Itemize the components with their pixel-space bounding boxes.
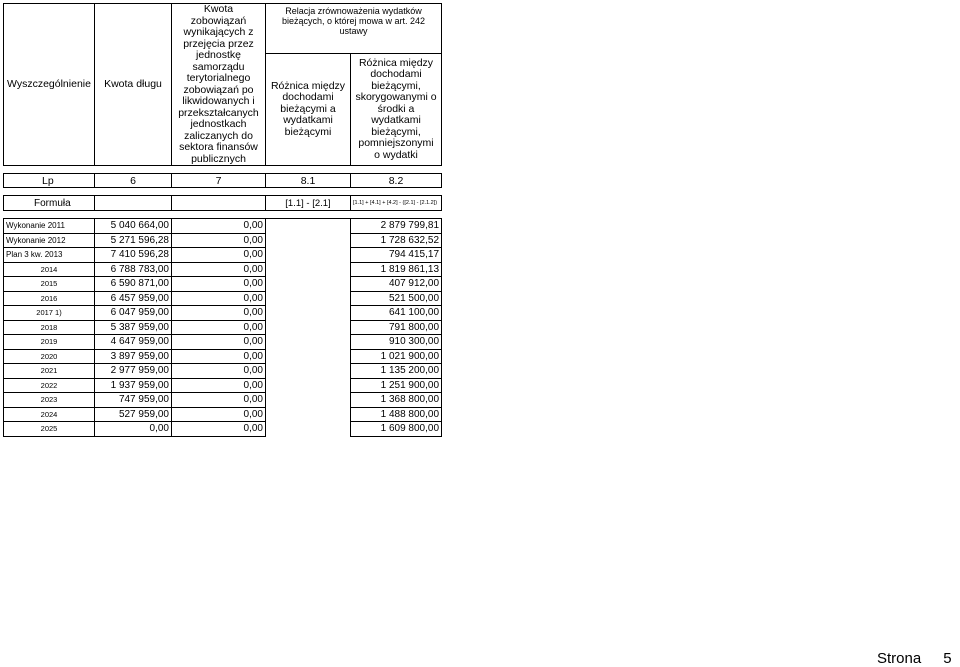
cell-debt: 527 959,00	[95, 407, 172, 422]
cell-debt: 5 271 596,28	[95, 233, 172, 248]
cell-debt: 747 959,00	[95, 393, 172, 408]
table-row	[4, 219, 442, 234]
cell-debt: 3 897 959,00	[95, 349, 172, 364]
cell-diff-current	[266, 277, 351, 292]
header-diff-current: Różnica między dochodami bieżącymi a wydatkami bieżącymi	[266, 54, 351, 166]
gap-row	[4, 211, 442, 219]
table-row	[4, 320, 442, 335]
row-label: 2025	[4, 422, 95, 437]
cell-diff-current	[266, 219, 351, 234]
cell-diff-adjusted: 1 251 900,00	[351, 378, 442, 393]
row-label: Wykonanie 2012	[4, 233, 95, 248]
cell-obligations: 0,00	[172, 306, 266, 321]
header-relation-title: Relacja zrównoważenia wydatków bieżących, o której mowa w art. 242 ustawy	[266, 4, 442, 54]
header-description: Wyszczególnienie	[4, 4, 95, 166]
cell-diff-adjusted: 910 300,00	[351, 335, 442, 350]
cell-diff-current	[266, 407, 351, 422]
cell-diff-adjusted: 407 912,00	[351, 277, 442, 292]
cell-diff-current	[266, 233, 351, 248]
cell-debt: 6 457 959,00	[95, 291, 172, 306]
cell-diff-current	[266, 306, 351, 321]
formula-col7	[172, 196, 266, 211]
lp-row	[4, 174, 442, 188]
row-label: 2014	[4, 262, 95, 277]
formula-col8-1: [1.1] - [2.1]	[266, 196, 351, 211]
row-label: 2020	[4, 349, 95, 364]
cell-obligations: 0,00	[172, 262, 266, 277]
cell-diff-adjusted: 641 100,00	[351, 306, 442, 321]
debt-forecast-table	[3, 3, 442, 437]
cell-diff-adjusted: 521 500,00	[351, 291, 442, 306]
row-label: 2023	[4, 393, 95, 408]
cell-debt: 7 410 596,28	[95, 248, 172, 263]
cell-obligations: 0,00	[172, 320, 266, 335]
cell-obligations: 0,00	[172, 407, 266, 422]
lp-col8-1: 8.1	[266, 174, 351, 188]
cell-diff-adjusted: 1 135 200,00	[351, 364, 442, 379]
table-row	[4, 248, 442, 263]
table-row	[4, 335, 442, 350]
cell-debt: 4 647 959,00	[95, 335, 172, 350]
row-label: Plan 3 kw. 2013	[4, 248, 95, 263]
cell-diff-adjusted: 791 800,00	[351, 320, 442, 335]
cell-diff-current	[266, 393, 351, 408]
table-row	[4, 233, 442, 248]
table-row	[4, 407, 442, 422]
cell-diff-current	[266, 335, 351, 350]
cell-diff-current	[266, 320, 351, 335]
lp-col8-2: 8.2	[351, 174, 442, 188]
gap-row	[4, 188, 442, 196]
page-number: 5	[943, 650, 952, 667]
cell-obligations: 0,00	[172, 291, 266, 306]
cell-obligations: 0,00	[172, 233, 266, 248]
cell-diff-adjusted: 1 728 632,52	[351, 233, 442, 248]
cell-diff-current	[266, 248, 351, 263]
cell-debt: 6 788 783,00	[95, 262, 172, 277]
cell-diff-current	[266, 291, 351, 306]
table-row	[4, 277, 442, 292]
cell-diff-adjusted: 1 488 800,00	[351, 407, 442, 422]
formula-col8-2: [1.1] + [4.1] + [4.2] - ([2.1] - [2.1.2])	[351, 196, 442, 211]
row-label: 2017 1)	[4, 306, 95, 321]
cell-obligations: 0,00	[172, 422, 266, 437]
table-row	[4, 422, 442, 437]
cell-debt: 2 977 959,00	[95, 364, 172, 379]
formula-row	[4, 196, 442, 211]
gap-row	[4, 166, 442, 174]
cell-diff-adjusted: 1 819 861,13	[351, 262, 442, 277]
table-row	[4, 262, 442, 277]
cell-obligations: 0,00	[172, 378, 266, 393]
cell-obligations: 0,00	[172, 248, 266, 263]
header-row	[4, 4, 442, 54]
header-diff-adjusted: Różnica między dochodami bieżącymi, skorygowanymi o środki a wydatkami bieżącymi, pomniejszonymi o wydatki	[351, 54, 442, 166]
table-row	[4, 291, 442, 306]
cell-diff-adjusted: 2 879 799,81	[351, 219, 442, 234]
lp-col6: 6	[95, 174, 172, 188]
cell-obligations: 0,00	[172, 219, 266, 234]
row-label: 2024	[4, 407, 95, 422]
formula-col6	[95, 196, 172, 211]
cell-diff-current	[266, 364, 351, 379]
row-label: Wykonanie 2011	[4, 219, 95, 234]
row-label: 2019	[4, 335, 95, 350]
cell-debt: 1 937 959,00	[95, 378, 172, 393]
cell-debt: 6 590 871,00	[95, 277, 172, 292]
table-row	[4, 306, 442, 321]
cell-diff-adjusted: 1 609 800,00	[351, 422, 442, 437]
cell-diff-current	[266, 349, 351, 364]
cell-obligations: 0,00	[172, 335, 266, 350]
lp-label: Lp	[4, 174, 95, 188]
cell-obligations: 0,00	[172, 277, 266, 292]
cell-obligations: 0,00	[172, 349, 266, 364]
header-obligations: Kwota zobowiązań wynikających z przejęcia przez jednostkę samorządu terytorialnego zobowiązań po likwidowanych i przekształcanych jednostkach zaliczanych do sektora finansów publicznych	[172, 4, 266, 166]
cell-obligations: 0,00	[172, 393, 266, 408]
table-row	[4, 364, 442, 379]
cell-diff-current	[266, 422, 351, 437]
page-footer	[877, 650, 952, 667]
row-label: 2021	[4, 364, 95, 379]
cell-debt: 0,00	[95, 422, 172, 437]
row-label: 2018	[4, 320, 95, 335]
table-row	[4, 378, 442, 393]
cell-diff-adjusted: 794 415,17	[351, 248, 442, 263]
cell-diff-adjusted: 1 368 800,00	[351, 393, 442, 408]
row-label: 2022	[4, 378, 95, 393]
header-debt-amount: Kwota długu	[95, 4, 172, 166]
cell-obligations: 0,00	[172, 364, 266, 379]
cell-diff-current	[266, 378, 351, 393]
table-row	[4, 349, 442, 364]
cell-diff-current	[266, 262, 351, 277]
cell-diff-adjusted: 1 021 900,00	[351, 349, 442, 364]
row-label: 2016	[4, 291, 95, 306]
cell-debt: 6 047 959,00	[95, 306, 172, 321]
cell-debt: 5 040 664,00	[95, 219, 172, 234]
table-row	[4, 393, 442, 408]
cell-debt: 5 387 959,00	[95, 320, 172, 335]
footer-label: Strona	[877, 650, 922, 667]
formula-label: Formuła	[4, 196, 95, 211]
row-label: 2015	[4, 277, 95, 292]
lp-col7: 7	[172, 174, 266, 188]
